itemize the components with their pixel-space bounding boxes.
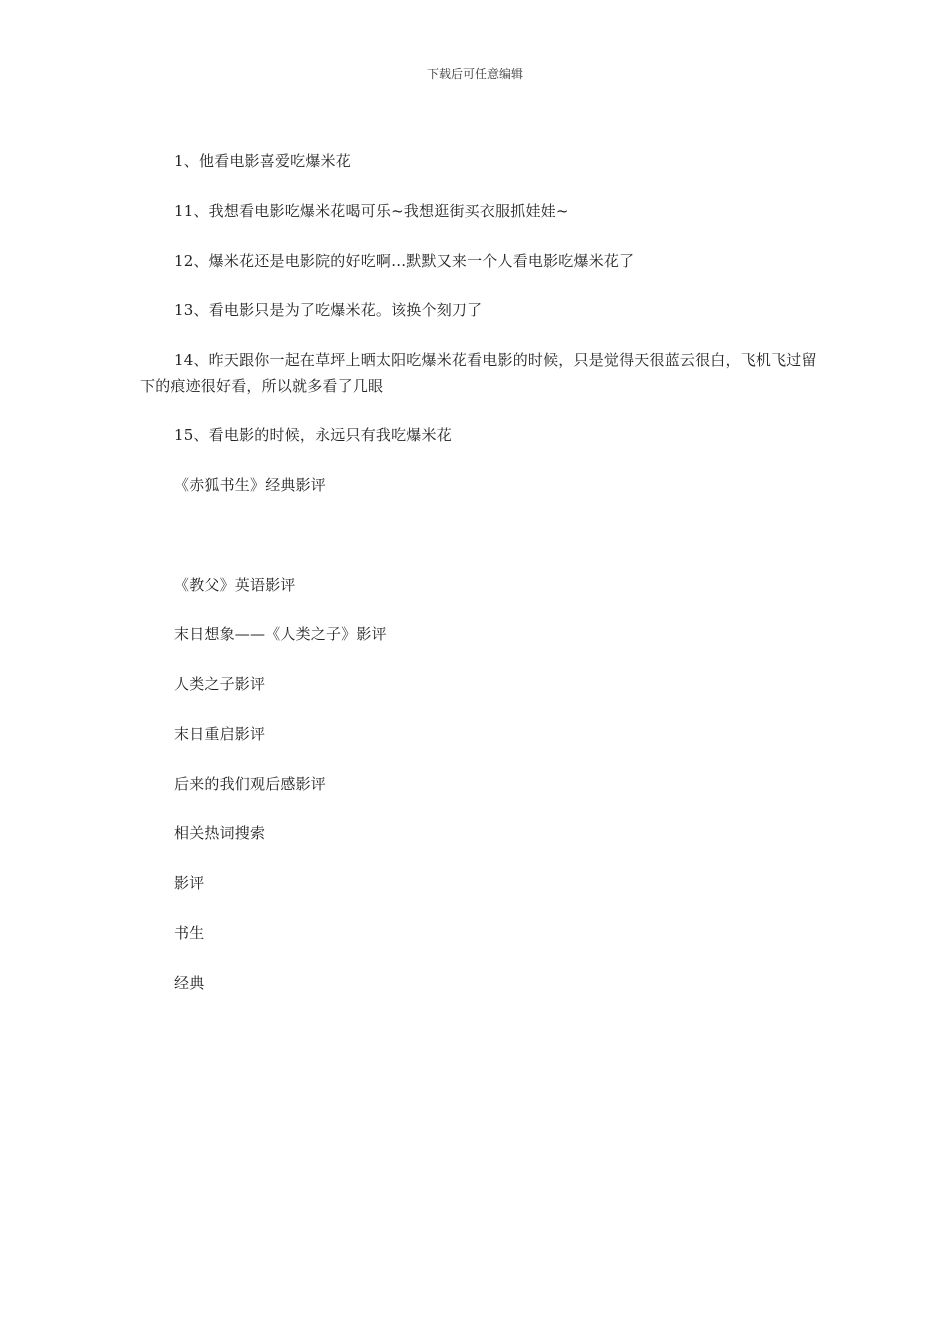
related-title-houlaidewomen: 后来的我们观后感影评 xyxy=(174,775,327,793)
related-keywords-heading: 相关热词搜索 xyxy=(174,824,266,842)
paragraph-11: 11、我想看电影吃爆米花喝可乐~我想逛街买衣服抓娃娃~ xyxy=(174,202,569,220)
related-title-chihu: 《赤狐书生》经典影评 xyxy=(174,476,327,494)
paragraph-13: 13、看电影只是为了吃爆米花。该换个刻刀了 xyxy=(174,301,483,319)
related-title-morichongqi: 末日重启影评 xyxy=(174,725,266,743)
related-title-renleizhizi: 人类之子影评 xyxy=(174,675,266,693)
paragraph-14: 14、昨天跟你一起在草坪上晒太阳吃爆米花看电影的时候，只是觉得天很蓝云很白，飞机飞过留下的痕迹很好看，所以就多看了几眼 xyxy=(140,351,817,395)
paragraph-12: 12、爆米花还是电影院的好吃啊…默默又来一个人看电影吃爆米花了 xyxy=(174,252,635,270)
page-header: 下载后可任意编辑 xyxy=(426,67,523,81)
related-title-moriixiangxiang: 末日想象——《人类之子》影评 xyxy=(174,625,387,643)
keyword-jingdian: 经典 xyxy=(174,974,205,992)
related-title-jiaofu: 《教父》英语影评 xyxy=(174,576,296,594)
paragraph-15: 15、看电影的时候，永远只有我吃爆米花 xyxy=(174,426,452,444)
paragraph-1: 1、他看电影喜爱吃爆米花 xyxy=(174,152,351,170)
keyword-yingping: 影评 xyxy=(174,874,205,892)
keyword-shusheng: 书生 xyxy=(174,924,205,942)
